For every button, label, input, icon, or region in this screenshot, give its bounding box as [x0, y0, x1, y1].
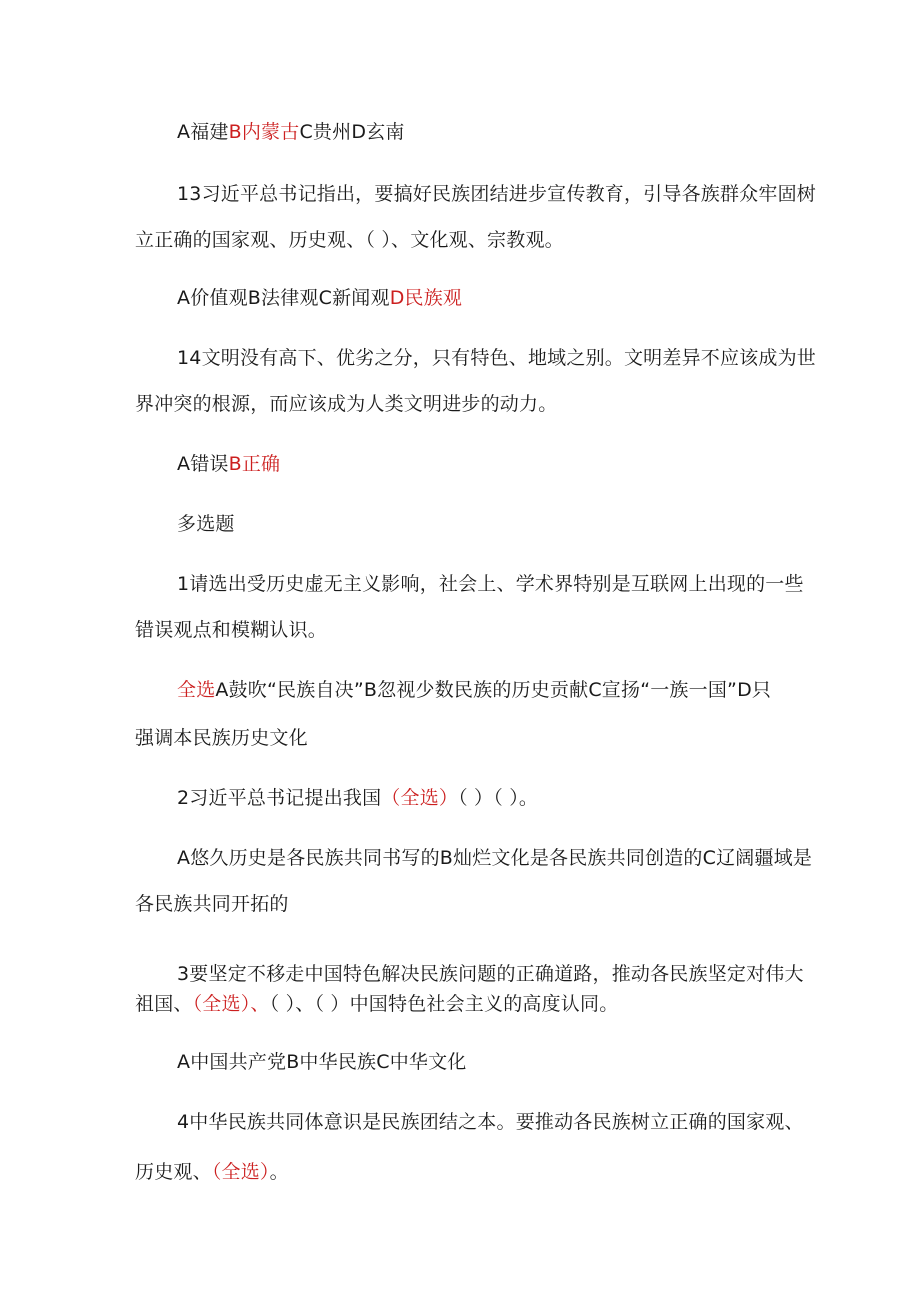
m1-text-line2: 错误观点和模糊认识。	[135, 619, 328, 641]
q14-text-line1: 14文明没有高下、优劣之分，只有特色、地域之别。文明差异不应该成为世	[177, 347, 816, 369]
m1-options-rest: A鼓吹“民族自决”B忽视少数民族的历史贡献C宣扬“一族一国”D只	[215, 679, 772, 701]
m4-text-line1: 4中华民族共同体意识是民族团结之本。要推动各民族树立正确的国家观、	[177, 1111, 804, 1133]
m3-answer: （全选）、	[192, 993, 270, 1015]
m3-text-line2	[135, 991, 618, 1017]
m2-answer: （全选）	[381, 787, 459, 809]
m2-text	[177, 785, 538, 811]
m4-text-pre: 历史观、	[135, 1161, 212, 1183]
q14-answer: B正确	[228, 453, 281, 475]
m2-text-post: （ ）（ ）。	[458, 787, 539, 809]
q14-option-a: A错误	[177, 453, 229, 475]
q12-option-a: A福建	[177, 121, 229, 143]
q12-options	[177, 119, 405, 145]
q14-text-line2: 界冲突的根源，而应该成为人类文明进步的动力。	[135, 393, 558, 415]
m2-options-line1: A悠久历史是各民族共同书写的B灿烂文化是各民族共同创造的C辽阔疆域是	[177, 847, 813, 869]
m4-answer: （全选）	[211, 1161, 270, 1183]
m2-text-pre: 2习近平总书记提出我国	[177, 787, 382, 809]
q13-text-line2: 立正确的国家观、历史观、（ ）、文化观、宗教观。	[135, 229, 564, 251]
m3-text-line1: 3要坚定不移走中国特色解决民族问题的正确道路，推动各民族坚定对伟大	[177, 963, 804, 985]
m1-options-line1	[177, 677, 771, 703]
q13-option-rest: A价值观B法律观C新闻观	[177, 287, 390, 309]
q13-answer: D民族观	[389, 287, 463, 309]
m1-text-line1: 1请选出受历史虚无主义影响，社会上、学术界特别是互联网上出现的一些	[177, 573, 804, 595]
m2-options-line2: 各民族共同开拓的	[135, 893, 289, 915]
section-title: 多选题	[177, 513, 235, 535]
m4-text-line2	[135, 1159, 289, 1185]
m1-answer: 全选	[177, 679, 216, 701]
m4-text-post: 。	[269, 1161, 289, 1183]
q13-options	[177, 285, 462, 311]
m3-text-pre: 祖国、	[135, 993, 193, 1015]
q14-options	[177, 451, 280, 477]
q12-option-rest: C贵州D玄南	[299, 121, 405, 143]
q12-answer: B内蒙古	[228, 121, 300, 143]
m1-options-line2: 强调本民族历史文化	[135, 727, 308, 749]
m3-text-post: （ ）、（ ）中国特色社会主义的高度认同。	[269, 993, 619, 1015]
m3-options: A中国共产党B中华民族C中华文化	[177, 1051, 467, 1073]
q13-text-line1: 13习近平总书记指出，要搞好民族团结进步宣传教育，引导各族群众牢固树	[177, 183, 816, 205]
